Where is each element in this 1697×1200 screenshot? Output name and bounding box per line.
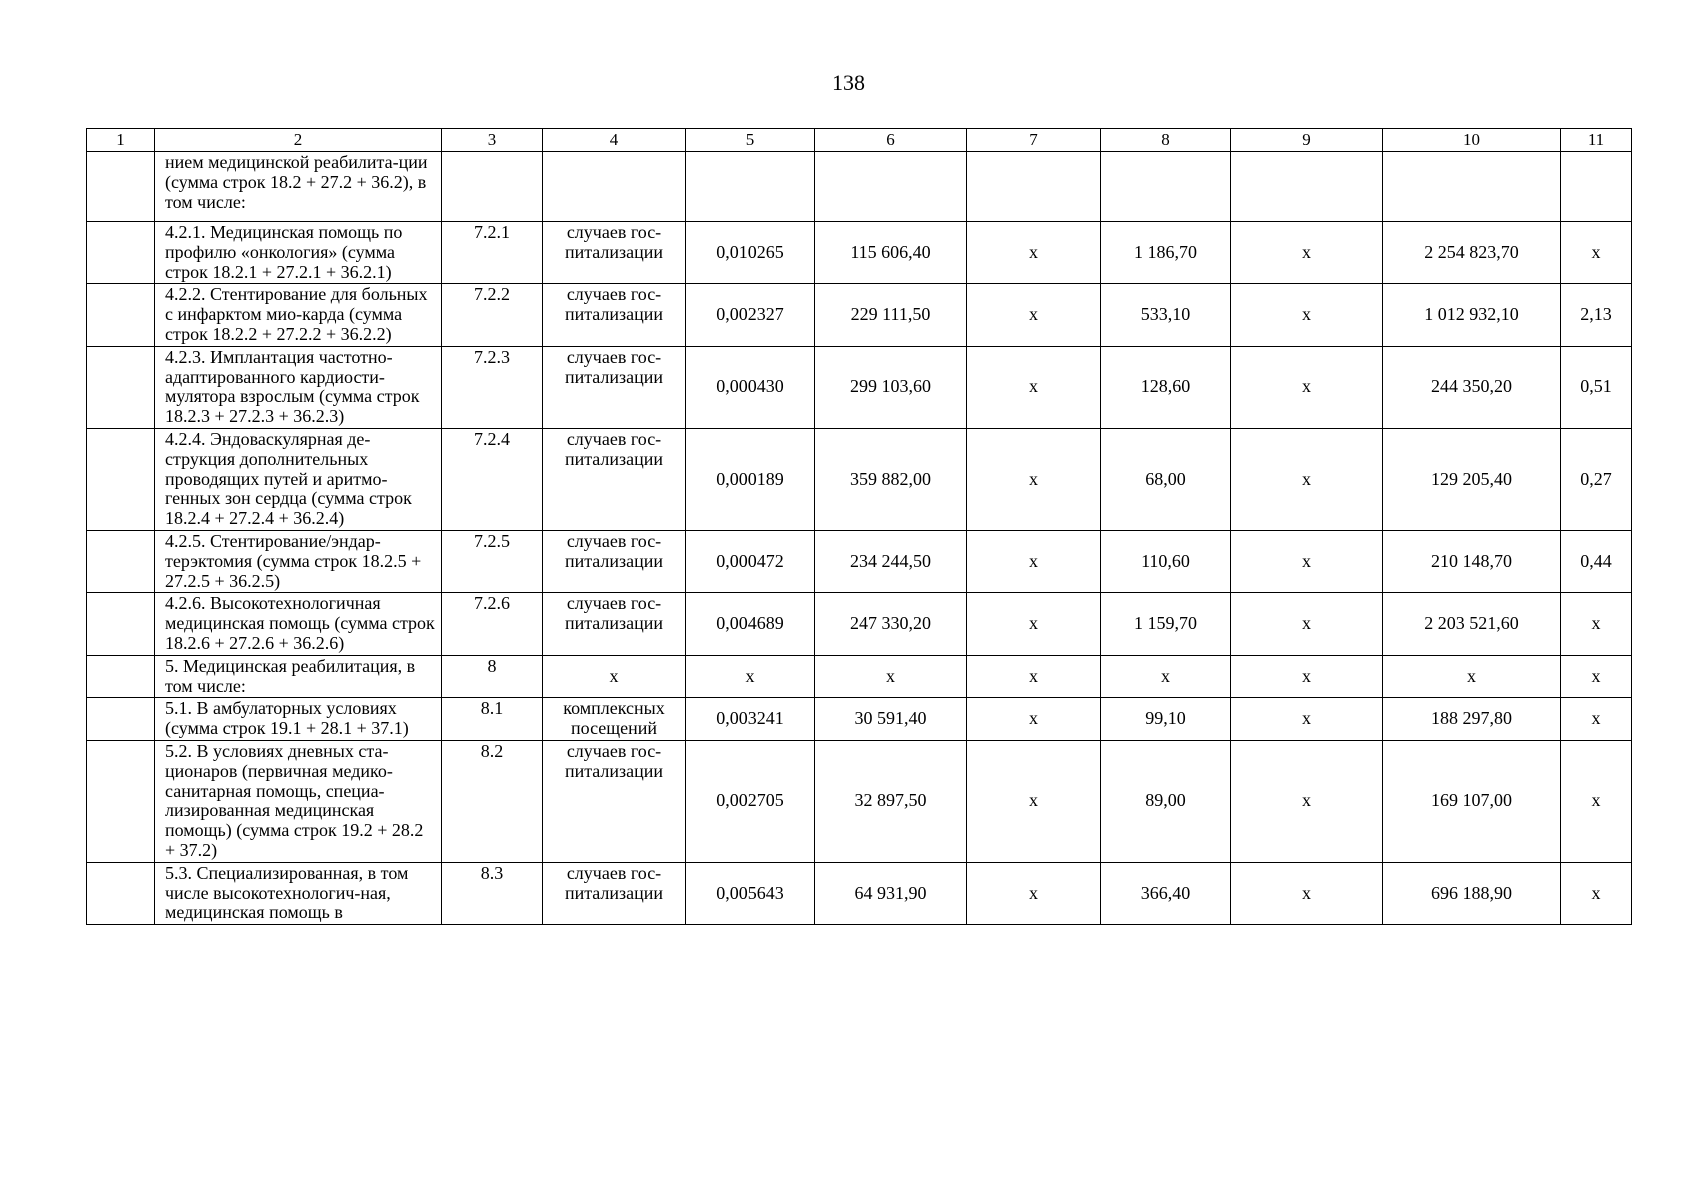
cell-unit: случаев гос-питализации	[543, 222, 686, 284]
cell-col11	[1561, 152, 1632, 222]
cell-row-number: 8	[442, 655, 543, 698]
cell-col6: 32 897,50	[815, 740, 967, 862]
cell-col6: 30 591,40	[815, 698, 967, 741]
table-row	[87, 530, 1632, 592]
cell-col5: 0,000472	[686, 530, 815, 592]
cell-col10: х	[1383, 655, 1561, 698]
cell-col1	[87, 698, 155, 741]
cell-col1	[87, 593, 155, 655]
cell-col9: х	[1231, 698, 1383, 741]
cell-unit	[543, 152, 686, 222]
column-header-9: 9	[1231, 129, 1383, 152]
cell-col8: 366,40	[1101, 862, 1231, 924]
cell-indicator-name: 5.2. В условиях дневных ста-ционаров (первичная медико-санитарная помощь, специа-лизированная медицинская помощь) (сумма строк 19.2 + 28.2 + 37.2)	[155, 740, 442, 862]
table-row	[87, 740, 1632, 862]
cell-row-number: 7.2.4	[442, 428, 543, 530]
cell-col10: 188 297,80	[1383, 698, 1561, 741]
cell-col8: 533,10	[1101, 284, 1231, 346]
cell-col10: 696 188,90	[1383, 862, 1561, 924]
cell-col6: 234 244,50	[815, 530, 967, 592]
cell-indicator-name: 4.2.1. Медицинская помощь по профилю «онкология» (сумма строк 18.2.1 + 27.2.1 + 36.2.1)	[155, 222, 442, 284]
cell-unit: случаев гос-питализации	[543, 740, 686, 862]
cell-col9: х	[1231, 655, 1383, 698]
cell-col1	[87, 530, 155, 592]
cell-col11: х	[1561, 698, 1632, 741]
cell-row-number: 7.2.6	[442, 593, 543, 655]
cell-unit: случаев гос-питализации	[543, 862, 686, 924]
column-header-11: 11	[1561, 129, 1632, 152]
cell-col5: 0,002705	[686, 740, 815, 862]
cell-col7: х	[967, 346, 1101, 428]
cell-col1	[87, 346, 155, 428]
cell-col5: 0,000189	[686, 428, 815, 530]
cell-row-number: 8.2	[442, 740, 543, 862]
cell-col7: х	[967, 698, 1101, 741]
cell-col5: 0,004689	[686, 593, 815, 655]
table-row	[87, 698, 1632, 741]
cell-col8: 89,00	[1101, 740, 1231, 862]
cell-row-number: 7.2.1	[442, 222, 543, 284]
cell-col7	[967, 152, 1101, 222]
cell-indicator-name: нием медицинской реабилита-ции (сумма строк 18.2 + 27.2 + 36.2), в том числе:	[155, 152, 442, 222]
cell-col8: 68,00	[1101, 428, 1231, 530]
table-row	[87, 222, 1632, 284]
column-header-1: 1	[87, 129, 155, 152]
column-number-row	[87, 129, 1632, 152]
cell-col9: х	[1231, 346, 1383, 428]
cell-col8: 99,10	[1101, 698, 1231, 741]
cell-col10: 210 148,70	[1383, 530, 1561, 592]
cell-col5: 0,005643	[686, 862, 815, 924]
cell-indicator-name: 4.2.5. Стентирование/эндар-терэктомия (сумма строк 18.2.5 + 27.2.5 + 36.2.5)	[155, 530, 442, 592]
cell-col10: 244 350,20	[1383, 346, 1561, 428]
cell-col9: х	[1231, 428, 1383, 530]
cell-unit: случаев гос-питализации	[543, 593, 686, 655]
cell-col1	[87, 428, 155, 530]
cell-col9: х	[1231, 593, 1383, 655]
column-header-3: 3	[442, 129, 543, 152]
cell-col9: х	[1231, 284, 1383, 346]
cell-col8: 110,60	[1101, 530, 1231, 592]
cell-unit: случаев гос-питализации	[543, 428, 686, 530]
column-header-7: 7	[967, 129, 1101, 152]
cell-col9: х	[1231, 862, 1383, 924]
cell-row-number: 7.2.5	[442, 530, 543, 592]
cell-col7: х	[967, 862, 1101, 924]
cell-col1	[87, 222, 155, 284]
cell-col9: х	[1231, 222, 1383, 284]
cell-indicator-name: 5.1. В амбулаторных условиях (сумма строк 19.1 + 28.1 + 37.1)	[155, 698, 442, 741]
page-number: 138	[832, 70, 865, 95]
cell-col8: х	[1101, 655, 1231, 698]
cell-unit: случаев гос-питализации	[543, 346, 686, 428]
cell-col11: 0,27	[1561, 428, 1632, 530]
cell-row-number: 8.3	[442, 862, 543, 924]
table-row	[87, 593, 1632, 655]
cell-col5: 0,003241	[686, 698, 815, 741]
cell-col7: х	[967, 655, 1101, 698]
cell-col8: 128,60	[1101, 346, 1231, 428]
table-row	[87, 346, 1632, 428]
cell-col7: х	[967, 530, 1101, 592]
cell-row-number	[442, 152, 543, 222]
cell-col10: 2 203 521,60	[1383, 593, 1561, 655]
cell-col9: х	[1231, 740, 1383, 862]
cell-col7: х	[967, 593, 1101, 655]
cell-col5	[686, 152, 815, 222]
cell-col7: х	[967, 222, 1101, 284]
cell-row-number: 8.1	[442, 698, 543, 741]
cell-col1	[87, 655, 155, 698]
cell-row-number: 7.2.3	[442, 346, 543, 428]
cell-col10	[1383, 152, 1561, 222]
cell-col9: х	[1231, 530, 1383, 592]
cell-col11: 0,44	[1561, 530, 1632, 592]
cell-col11: 0,51	[1561, 346, 1632, 428]
cell-col11: 2,13	[1561, 284, 1632, 346]
cell-col10: 129 205,40	[1383, 428, 1561, 530]
cell-col10: 2 254 823,70	[1383, 222, 1561, 284]
table-row	[87, 284, 1632, 346]
cell-col5: 0,002327	[686, 284, 815, 346]
cell-col6: 359 882,00	[815, 428, 967, 530]
cell-indicator-name: 4.2.2. Стентирование для больных с инфарктом мио-карда (сумма строк 18.2.2 + 27.2.2 + 36.2.2)	[155, 284, 442, 346]
cell-col6: 247 330,20	[815, 593, 967, 655]
cell-indicator-name: 4.2.3. Имплантация частотно-адаптированного кардиости-мулятора взрослым (сумма строк 18.2.3 + 27.2.3 + 36.2.3)	[155, 346, 442, 428]
table-row	[87, 655, 1632, 698]
table-row	[87, 428, 1632, 530]
cell-unit: комплексных посещений	[543, 698, 686, 741]
cell-col5: 0,000430	[686, 346, 815, 428]
cell-col11: х	[1561, 862, 1632, 924]
cell-col6: 64 931,90	[815, 862, 967, 924]
table-row	[87, 152, 1632, 222]
cell-col6: 115 606,40	[815, 222, 967, 284]
column-header-4: 4	[543, 129, 686, 152]
cell-col7: х	[967, 740, 1101, 862]
cell-col8: 1 186,70	[1101, 222, 1231, 284]
cell-indicator-name: 5.3. Специализированная, в том числе высокотехнологич-ная, медицинская помощь в	[155, 862, 442, 924]
column-header-5: 5	[686, 129, 815, 152]
column-header-10: 10	[1383, 129, 1561, 152]
cell-unit: случаев гос-питализации	[543, 284, 686, 346]
cell-col7: х	[967, 428, 1101, 530]
cell-indicator-name: 5. Медицинская реабилитация, в том числе:	[155, 655, 442, 698]
cell-col11: х	[1561, 655, 1632, 698]
cell-col6: 229 111,50	[815, 284, 967, 346]
cell-row-number: 7.2.2	[442, 284, 543, 346]
cell-col11: х	[1561, 593, 1632, 655]
cell-unit: х	[543, 655, 686, 698]
cell-col11: х	[1561, 740, 1632, 862]
table-row	[87, 862, 1632, 924]
column-header-8: 8	[1101, 129, 1231, 152]
cell-col5: 0,010265	[686, 222, 815, 284]
cell-col10: 169 107,00	[1383, 740, 1561, 862]
cell-col1	[87, 152, 155, 222]
cell-col6	[815, 152, 967, 222]
cell-col6: 299 103,60	[815, 346, 967, 428]
cell-col7: х	[967, 284, 1101, 346]
cell-indicator-name: 4.2.6. Высокотехнологичная медицинская помощь (сумма строк 18.2.6 + 27.2.6 + 36.2.6)	[155, 593, 442, 655]
cell-col11: х	[1561, 222, 1632, 284]
cell-col9	[1231, 152, 1383, 222]
cell-col1	[87, 740, 155, 862]
cell-col8	[1101, 152, 1231, 222]
column-header-2: 2	[155, 129, 442, 152]
cell-col8: 1 159,70	[1101, 593, 1231, 655]
column-header-6: 6	[815, 129, 967, 152]
cell-col10: 1 012 932,10	[1383, 284, 1561, 346]
data-table	[86, 128, 1632, 925]
cell-indicator-name: 4.2.4. Эндоваскулярная де-струкция дополнительных проводящих путей и аритмо-генных зон сердца (сумма строк 18.2.4 + 27.2.4 + 36.2.4)	[155, 428, 442, 530]
cell-col6: х	[815, 655, 967, 698]
cell-col1	[87, 862, 155, 924]
cell-unit: случаев гос-питализации	[543, 530, 686, 592]
cell-col1	[87, 284, 155, 346]
cell-col5: х	[686, 655, 815, 698]
